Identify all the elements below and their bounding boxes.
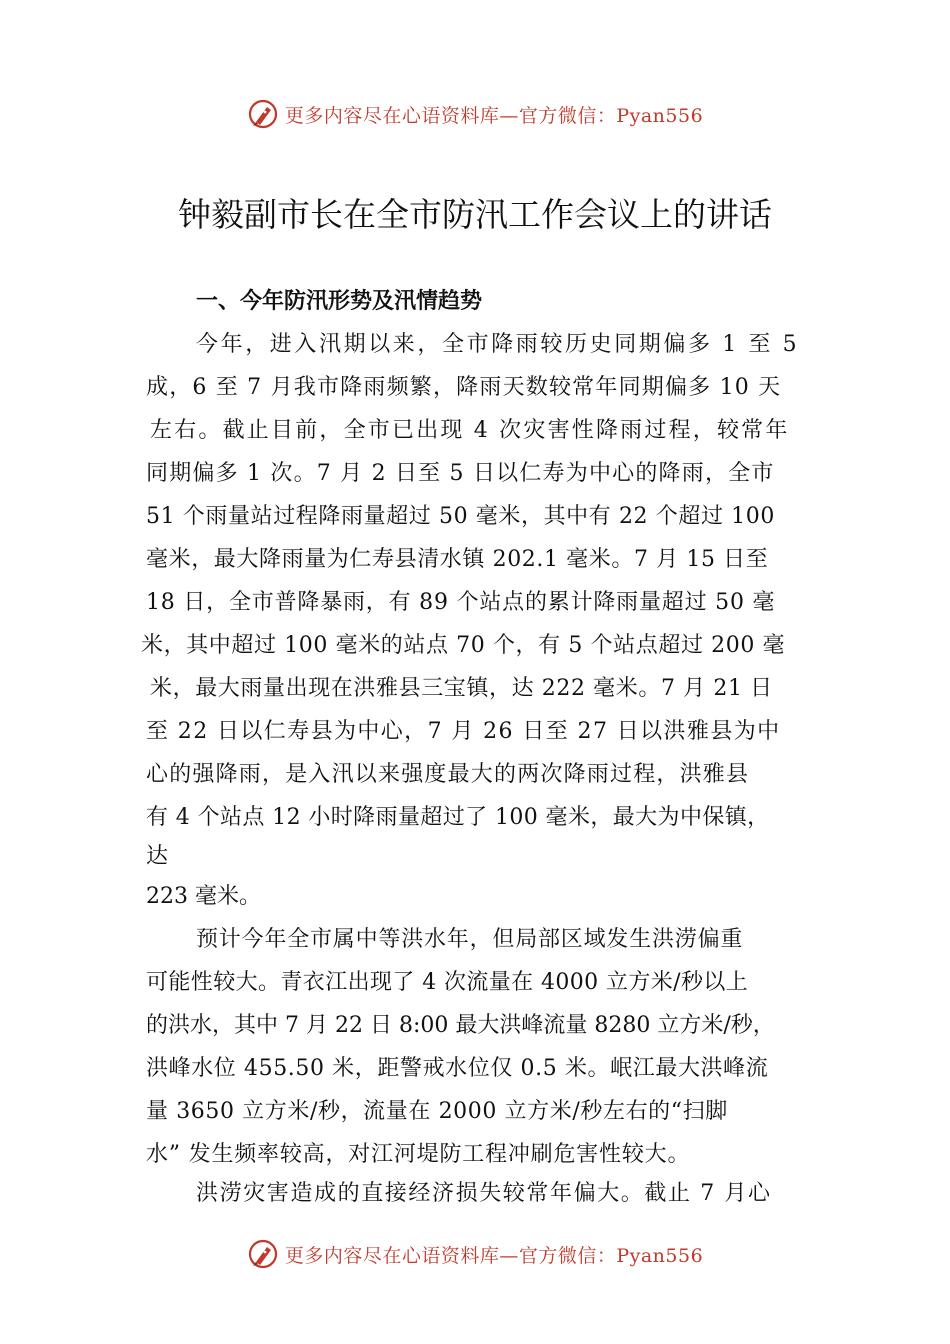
paragraph-line: 同期偏多 1 次。7 月 2 日至 5 日以仁寿为中心的降雨，全市 — [146, 461, 775, 486]
paragraph-line: 量 3650 立方米/秒，流量在 2000 立方米/秒左右的“扫脚 — [146, 1099, 728, 1124]
paragraph-line: 水” 发生频率较高，对江河堤防工程冲刷危害性较大。 — [146, 1142, 691, 1167]
section-heading: 一、今年防汛形势及汛情趋势 — [196, 289, 483, 314]
paragraph-line: 左右。截止目前，全市已出现 4 次灾害性降雨过程，较常年 — [150, 418, 790, 443]
paragraph-line: 毫米，最大降雨量为仁寿县清水镇 202.1 毫米。7 月 15 日至 — [146, 547, 769, 572]
paragraph-line: 达 — [146, 844, 169, 869]
pen-nib-logo-icon — [247, 1238, 279, 1270]
header-banner-text: 更多内容尽在心语资料库—官方微信：Pyan556 — [284, 104, 704, 127]
paragraph-line: 至 22 日以仁寿县为中心，7 月 26 日至 27 日以洪雅县为中 — [146, 719, 781, 744]
paragraph-line: 今年，进入汛期以来，全市降雨较历史同期偏多 1 至 5 — [196, 332, 800, 357]
paragraph-line: 可能性较大。青衣江出现了 4 次流量在 4000 立方米/秒以上 — [146, 970, 749, 995]
footer-banner — [0, 1234, 950, 1274]
paragraph-line: 心的强降雨，是入汛以来强度最大的两次降雨过程，洪雅县 — [146, 762, 750, 787]
paragraph-line: 洪涝灾害造成的直接经济损失较常年偏大。截止 7 月心 — [196, 1181, 772, 1206]
paragraph-line: 洪峰水位 455.50 米，距警戒水位仅 0.5 米。岷江最大洪峰流 — [146, 1056, 769, 1081]
document-title: 钟毅副市长在全市防汛工作会议上的讲话 — [178, 195, 772, 234]
header-banner — [0, 94, 950, 134]
footer-banner-text: 更多内容尽在心语资料库—官方微信：Pyan556 — [284, 1244, 704, 1267]
paragraph-line: 223 毫米。 — [146, 884, 261, 909]
paragraph-line: 米，其中超过 100 毫米的站点 70 个，有 5 个站点超过 200 毫 — [141, 633, 786, 658]
paragraph-line: 米，最大雨量出现在洪雅县三宝镇，达 222 毫米。7 月 21 日 — [150, 676, 773, 701]
pen-nib-logo-icon — [247, 98, 279, 130]
paragraph-line: 的洪水，其中 7 月 22 日 8:00 最大洪峰流量 8280 立方米/秒， — [146, 1013, 775, 1038]
paragraph-line: 预计今年全市属中等洪水年，但局部区域发生洪涝偏重 — [196, 927, 744, 952]
paragraph-line: 有 4 个站点 12 小时降雨量超过了 100 毫米，最大为中保镇， — [146, 805, 770, 830]
paragraph-line: 成，6 至 7 月我市降雨频繁，降雨天数较常年同期偏多 10 天 — [146, 375, 782, 400]
paragraph-line: 51 个雨量站过程降雨量超过 50 毫米，其中有 22 个超过 100 — [146, 504, 775, 529]
paragraph-line: 18 日，全市普降暴雨，有 89 个站点的累计降雨量超过 50 毫 — [146, 590, 776, 615]
